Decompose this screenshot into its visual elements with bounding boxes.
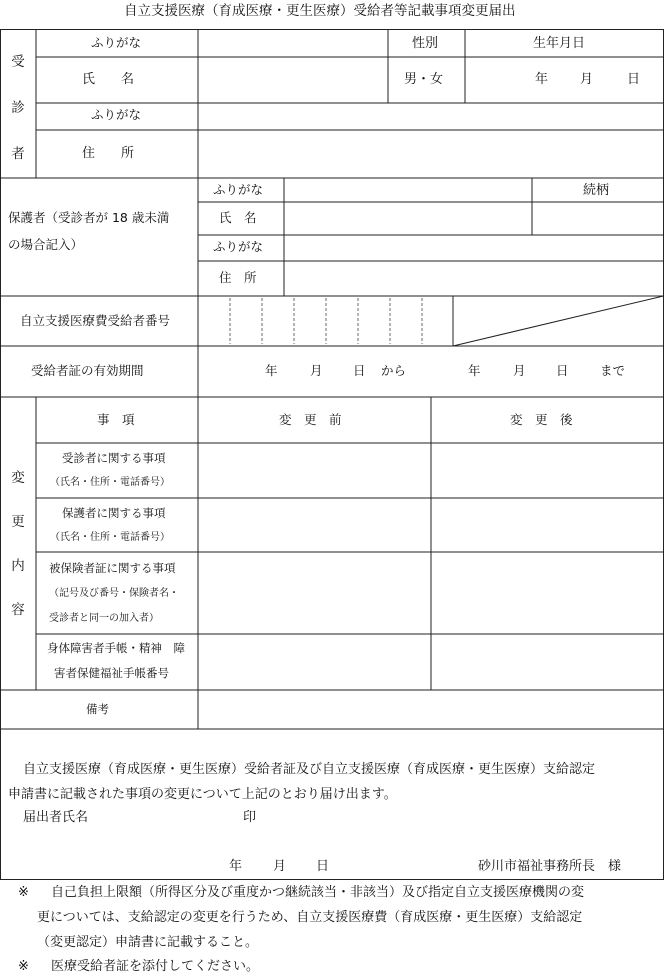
change-1-before-field[interactable] [199, 444, 430, 497]
change-item-3-line2: （記号及び番号・保険者名・ [49, 588, 179, 599]
applicant-name-label: 届出者氏名 [23, 810, 89, 825]
validity-to-month: 月 [513, 363, 526, 378]
dob-year-label: 年 [535, 72, 549, 87]
recipient-number-field[interactable] [199, 297, 452, 345]
guardian-address-label: 住 所 [219, 270, 257, 285]
guardian-section-label-line2: の場合記入） [8, 237, 84, 252]
patient-furigana2-field[interactable] [199, 104, 662, 129]
addressee: 砂川市福祉事務所長 様 [478, 859, 622, 874]
dob-header: 生年月日 [533, 36, 586, 51]
page-title: 自立支援医療（育成医療・更生医療）受給者等記載事項変更届出 [124, 3, 516, 19]
change-item-4-line1: 身体障害者手帳・精神 障 [47, 641, 185, 655]
note-1-line3: （変更認定）申請書に記載すること。 [37, 935, 259, 950]
remarks-field[interactable] [199, 691, 662, 728]
note-1-line1: 自己負担上限額（所得区分及び重度かつ継続該当・非該当）及び指定自立支援医療機関の変 [51, 885, 585, 900]
change-2-after-field[interactable] [432, 499, 662, 551]
validity-from-year: 年 [265, 363, 278, 378]
guardian-furigana2-label: ふりがな [213, 239, 264, 254]
guardian-furigana2-field[interactable] [285, 236, 662, 260]
validity-from-word: から [381, 363, 407, 378]
relation-header: 続柄 [583, 183, 610, 198]
change-3-after-field[interactable] [432, 553, 662, 633]
changes-header-before: 変 更 前 [279, 412, 342, 427]
change-item-3-line3: 受診者と同一の加入者） [49, 613, 159, 624]
change-1-after-field[interactable] [432, 444, 662, 497]
dob-day-label: 日 [627, 72, 641, 87]
change-2-before-field[interactable] [199, 499, 430, 551]
changes-header-after: 変 更 後 [510, 412, 573, 427]
patient-address-label: 住 所 [82, 146, 135, 161]
change-item-1-line1: 受診者に関する事項 [62, 451, 166, 465]
change-4-after-field[interactable] [432, 635, 662, 689]
guardian-name-label: 氏 名 [219, 210, 257, 225]
change-3-before-field[interactable] [199, 553, 430, 633]
guardian-section-label-line1: 保護者（受診者が 18 歳未満 [8, 210, 170, 225]
note-1-line2: 更については、支給認定の変更を行うため、自立支援医療費（育成医療・更生医療）支給認定 [37, 910, 583, 925]
changes-section-label: 変 更 内 容 [11, 470, 25, 618]
declaration-line1: 自立支援医療（育成医療・更生医療）受給者証及び自立支援医療（育成医療・更生医療）支給認定 [23, 762, 596, 777]
patient-furigana-field[interactable] [199, 30, 387, 56]
validity-from-month: 月 [310, 363, 323, 378]
change-4-before-field[interactable] [199, 635, 430, 689]
note-2-mark: ※ [18, 959, 29, 974]
patient-section-label: 受 診 者 [11, 54, 25, 162]
patient-name-field[interactable] [199, 58, 387, 102]
note-1-mark: ※ [18, 885, 29, 900]
guardian-address-field[interactable] [285, 262, 662, 295]
declaration-date-month: 月 [273, 859, 287, 874]
seal-mark: 印 [243, 810, 257, 825]
changes-header-item: 事 項 [97, 412, 135, 427]
declaration-date-day: 日 [316, 859, 330, 874]
remarks-label: 備考 [86, 702, 109, 716]
dob-month-label: 月 [580, 72, 594, 87]
validity-to-year: 年 [468, 363, 481, 378]
guardian-furigana-label: ふりがな [213, 182, 264, 197]
change-item-4-line2: 害者保健福祉手帳番号 [54, 666, 169, 680]
patient-name-label: 氏 名 [82, 72, 135, 87]
validity-to-day: 日 [556, 363, 569, 378]
note-2-text: 医療受給者証を添付してください。 [51, 959, 260, 974]
patient-furigana-label: ふりがな [91, 35, 142, 50]
declaration-date-year: 年 [229, 859, 243, 874]
sex-header: 性別 [412, 36, 439, 51]
validity-from-day: 日 [353, 363, 366, 378]
validity-to-word: まで [600, 363, 626, 378]
guardian-name-field[interactable] [285, 203, 531, 234]
change-item-2-line2: （氏名・住所・電話番号） [50, 532, 170, 543]
patient-furigana2-label: ふりがな [91, 107, 142, 122]
recipient-number-label: 自立支援医療費受給者番号 [20, 313, 171, 328]
guardian-furigana-field[interactable] [285, 179, 531, 201]
change-item-2-line1: 保護者に関する事項 [62, 506, 166, 520]
applicant-name-field[interactable] [100, 806, 230, 828]
declaration-line2: 申請書に記載された事項の変更について上記のとおり届け出ます。 [8, 787, 397, 802]
validity-label: 受給者証の有効期間 [31, 363, 144, 378]
sex-options[interactable]: 男・女 [404, 72, 444, 87]
change-item-1-line2: （氏名・住所・電話番号） [50, 477, 170, 488]
change-item-3-line1: 被保険者証に関する事項 [49, 561, 176, 575]
guardian-relation-field[interactable] [533, 203, 662, 234]
patient-address-field[interactable] [199, 131, 662, 177]
